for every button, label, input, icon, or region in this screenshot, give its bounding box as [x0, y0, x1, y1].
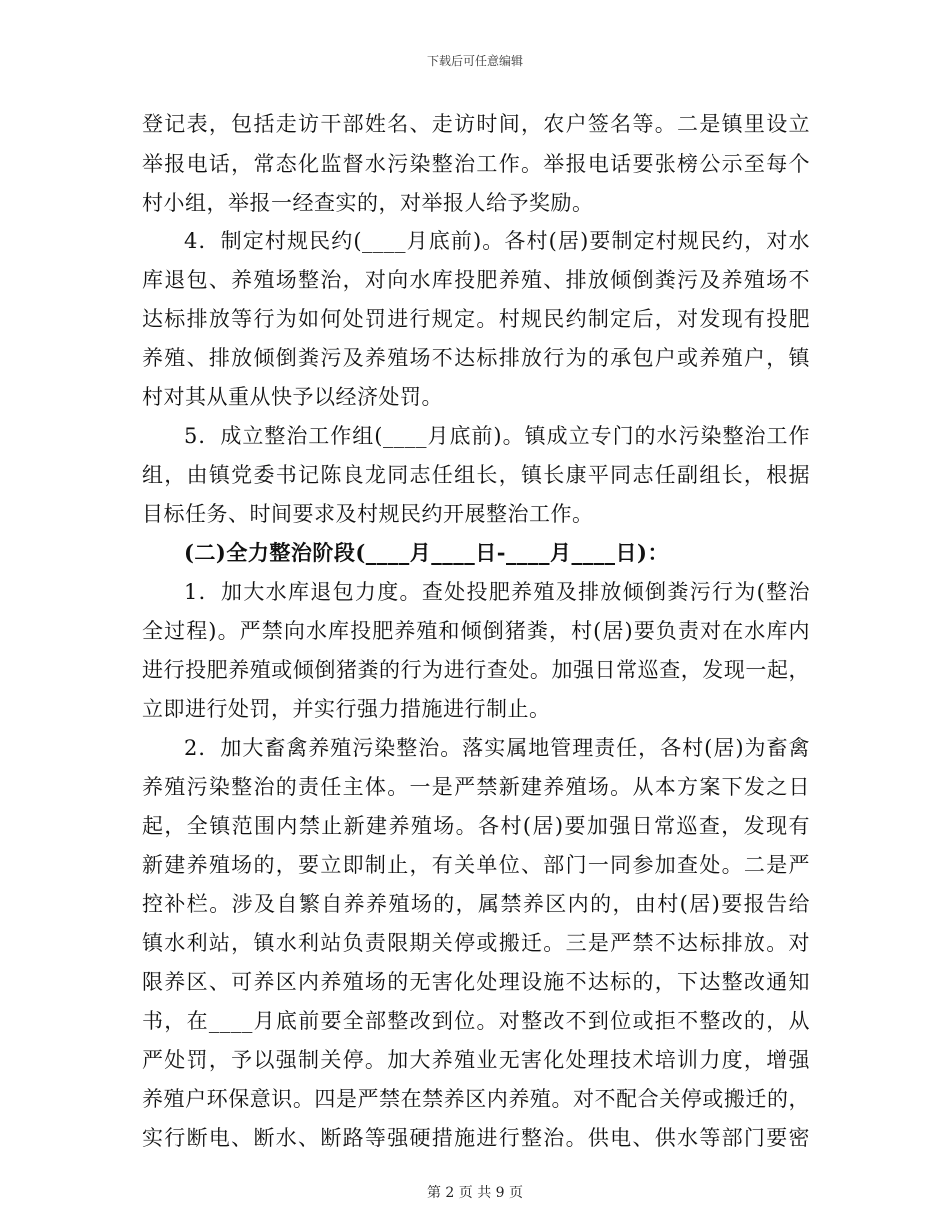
body-line: 养殖污染整治的责任主体。一是严禁新建养殖场。从本方案下发之日: [142, 775, 810, 799]
body-line: 镇水利站，镇水利站负责限期关停或搬迁。三是严禁不达标排放。对: [142, 931, 810, 955]
page-footer: 第 2 页 共 9 页: [426, 1185, 524, 1201]
body-line: 2．加大畜禽养殖污染整治。落实属地管理责任，各村(居)为畜禽: [184, 736, 810, 760]
body-line: 起，全镇范围内禁止新建养殖场。各村(居)要加强日常巡查，发现有: [142, 814, 810, 838]
body-line: 目标任务、时间要求及村规民约开展整治工作。: [142, 502, 594, 526]
body-line: 养殖、排放倾倒粪污及养殖场不达标排放行为的承包户或养殖户，镇: [142, 346, 810, 370]
body-line: 库退包、养殖场整治，对向水库投肥养殖、排放倾倒粪污及养殖场不: [142, 268, 810, 292]
body-line: 1．加大水库退包力度。查处投肥养殖及排放倾倒粪污行为(整治: [184, 580, 810, 604]
body-line: 举报电话，常态化监督水污染整治工作。举报电话要张榜公示至每个: [142, 152, 810, 176]
section-heading: (二)全力整治阶段(____月____日-____月____日)：: [184, 540, 669, 565]
body-line: 实行断电、断水、断路等强硬措施进行整治。供电、供水等部门要密: [142, 1126, 810, 1150]
body-line: 养殖户环保意识。四是严禁在禁养区内养殖。对不配合关停或搬迁的，: [142, 1087, 810, 1111]
body-line: 控补栏。涉及自繁自养养殖场的，属禁养区内的，由村(居)要报告给: [142, 892, 810, 916]
body-line: 新建养殖场的，要立即制止，有关单位、部门一同参加查处。二是严: [142, 853, 810, 877]
body-line: 村小组，举报一经查实的，对举报人给予奖励。: [142, 191, 594, 215]
body-line: 达标排放等行为如何处罚进行规定。村规民约制定后，对发现有投肥: [142, 307, 810, 331]
body-line: 书，在____月底前要全部整改到位。对整改不到位或拒不整改的，从: [142, 1009, 810, 1033]
body-line: 村对其从重从快予以经济处罚。: [142, 385, 443, 409]
body-line: 组，由镇党委书记陈良龙同志任组长，镇长康平同志任副组长，根据: [142, 463, 810, 487]
body-line: 立即进行处罚，并实行强力措施进行制止。: [142, 697, 551, 721]
body-line: 4．制定村规民约(____月底前)。各村(居)要制定村规民约，对水: [184, 229, 810, 253]
body-line: 全过程)。严禁向水库投肥养殖和倾倒猪粪，村(居)要负责对在水库内: [142, 619, 810, 643]
body-line: 进行投肥养殖或倾倒猪粪的行为进行查处。加强日常巡查，发现一起，: [142, 658, 810, 682]
body-line: 5．成立整治工作组(____月底前)。镇成立专门的水污染整治工作: [184, 424, 810, 448]
body-line: 限养区、可养区内养殖场的无害化处理设施不达标的，下达整改通知: [142, 970, 810, 994]
body-line: 严处罚，予以强制关停。加大养殖业无害化处理技术培训力度，增强: [142, 1048, 810, 1072]
page-header: 下载后可任意编辑: [426, 54, 523, 68]
body-line: 登记表，包括走访干部姓名、走访时间，农户签名等。二是镇里设立: [142, 112, 810, 136]
